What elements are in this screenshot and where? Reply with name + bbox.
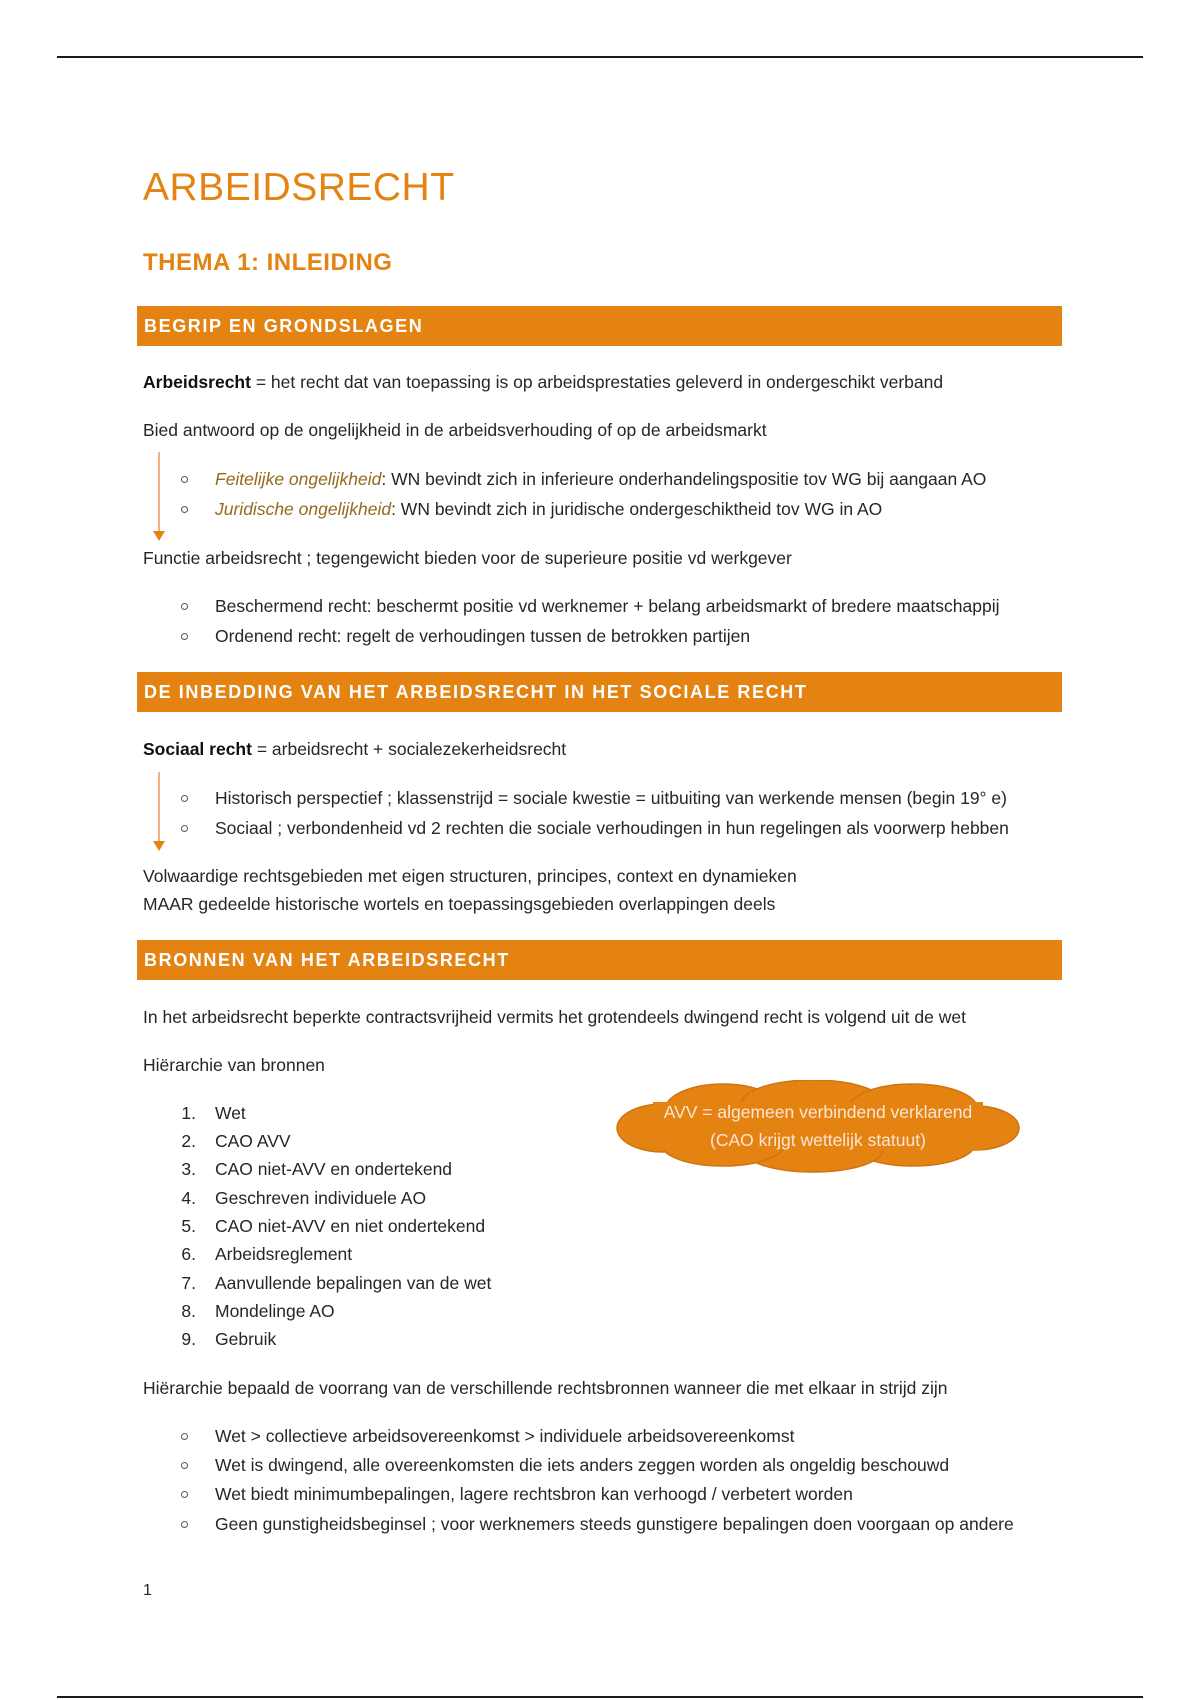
- bullet-icon: [181, 476, 188, 483]
- list-item-text: : WN bevindt zich in juridische ondergeschiktheid tov WG in AO: [391, 499, 883, 519]
- list-item: [215, 468, 986, 490]
- down-arrow-icon: [158, 772, 160, 848]
- arrowhead-icon: [153, 841, 165, 851]
- paragraph: Volwaardige rechtsgebieden met eigen structuren, principes, context en dynamieken: [143, 866, 797, 886]
- definition-text: = arbeidsrecht + socialezekerheidsrecht: [251, 739, 567, 759]
- bullet-icon: [181, 603, 188, 610]
- list-item: Wet biedt minimumbepalingen, lagere rechtsbron kan verhoogd / verbetert worden: [215, 1484, 853, 1504]
- list-item: Sociaal ; verbondenheid vd 2 rechten die sociale verhoudingen in hun regelingen als voorwerp hebben: [215, 818, 1009, 838]
- header-rule: [57, 56, 1143, 58]
- bullet-icon: [181, 1433, 188, 1440]
- bullet-icon: [181, 1462, 188, 1469]
- list-item: Wet > collectieve arbeidsovereenkomst > individuele arbeidsovereenkomst: [215, 1426, 795, 1446]
- paragraph: Functie arbeidsrecht ; tegengewicht bieden voor de superieure positie vd werkgever: [143, 548, 792, 568]
- list-item: Wet is dwingend, alle overeenkomsten die iets anders zeggen worden als ongeldig beschouwd: [215, 1455, 950, 1475]
- definition-term: Sociaal recht: [143, 739, 252, 759]
- section-heading-inbedding: DE INBEDDING VAN HET ARBEIDSRECHT IN HET SOCIALE RECHT: [137, 672, 1062, 712]
- callout-line-1: AVV = algemeen verbindend verklarend: [663, 1102, 973, 1122]
- hierarchy-item: CAO AVV: [215, 1131, 291, 1151]
- paragraph: Hiërarchie bepaald de voorrang van de verschillende rechtsbronnen wanneer die met elkaar in strijd zijn: [143, 1378, 948, 1398]
- list-number: 1.: [181, 1103, 196, 1123]
- list-item: Beschermend recht: beschermt positie vd werknemer + belang arbeidsmarkt of bredere maatschappij: [215, 596, 1000, 616]
- section-heading-bronnen: BRONNEN VAN HET ARBEIDSRECHT: [137, 940, 1062, 980]
- list-item: Historisch perspectief ; klassenstrijd = sociale kwestie = uitbuiting van werkende mensen (begin 19° e): [215, 788, 1007, 808]
- list-number: 3.: [181, 1159, 196, 1179]
- bullet-icon: [181, 506, 188, 513]
- footer-rule: [57, 1696, 1143, 1698]
- hierarchy-item: Gebruik: [215, 1329, 277, 1349]
- hierarchy-item: CAO niet-AVV en ondertekend: [215, 1159, 453, 1179]
- paragraph: In het arbeidsrecht beperkte contractsvrijheid vermits het grotendeels dwingend recht is volgend uit de wet: [143, 1007, 966, 1027]
- arrowhead-icon: [153, 531, 165, 541]
- hierarchy-item: Wet: [215, 1103, 246, 1123]
- bullet-icon: [181, 825, 188, 832]
- paragraph: Hiërarchie van bronnen: [143, 1055, 325, 1075]
- document-title: ARBEIDSRECHT: [143, 166, 455, 209]
- bullet-icon: [181, 1491, 188, 1498]
- bullet-icon: [181, 633, 188, 640]
- section-heading-begrip: BEGRIP EN GRONDSLAGEN: [137, 306, 1062, 346]
- bullet-icon: [181, 795, 188, 802]
- paragraph: Bied antwoord op de ongelijkheid in de arbeidsverhouding of op de arbeidsmarkt: [143, 420, 767, 440]
- list-number: 4.: [181, 1188, 196, 1208]
- hierarchy-item: Arbeidsreglement: [215, 1244, 353, 1264]
- hierarchy-item: CAO niet-AVV en niet ondertekend: [215, 1216, 486, 1236]
- list-number: 5.: [181, 1216, 196, 1236]
- list-item: Ordenend recht: regelt de verhoudingen tussen de betrokken partijen: [215, 626, 751, 646]
- bullet-icon: [181, 1521, 188, 1528]
- list-number: 6.: [181, 1244, 196, 1264]
- callout-line-2: (CAO krijgt wettelijk statuut): [710, 1130, 926, 1150]
- definition-arbeidsrecht: [143, 371, 943, 393]
- italic-term: Feitelijke ongelijkheid: [215, 469, 382, 489]
- definition-sociaal-recht: [143, 738, 566, 760]
- list-number: 9.: [181, 1329, 196, 1349]
- list-item: [215, 498, 882, 520]
- paragraph: MAAR gedeelde historische wortels en toepassingsgebieden overlappingen deels: [143, 894, 776, 914]
- down-arrow-icon: [158, 452, 160, 532]
- page-number: 1: [143, 1582, 152, 1599]
- list-item-text: : WN bevindt zich in inferieure onderhandelingspositie tov WG bij aangaan AO: [381, 469, 987, 489]
- hierarchy-item: Mondelinge AO: [215, 1301, 335, 1321]
- definition-text: = het recht dat van toepassing is op arbeidsprestaties geleverd in ondergeschikt verband: [250, 372, 944, 392]
- italic-term: Juridische ongelijkheid: [215, 499, 392, 519]
- list-item: Geen gunstigheidsbeginsel ; voor werknemers steeds gunstigere bepalingen doen voorgaan op andere: [215, 1514, 1014, 1534]
- list-number: 7.: [181, 1273, 196, 1293]
- hierarchy-item: Geschreven individuele AO: [215, 1188, 427, 1208]
- definition-term: Arbeidsrecht: [143, 372, 251, 392]
- list-number: 8.: [181, 1301, 196, 1321]
- hierarchy-item: Aanvullende bepalingen van de wet: [215, 1273, 492, 1293]
- theme-title: THEMA 1: INLEIDING: [143, 249, 393, 276]
- list-number: 2.: [181, 1131, 196, 1151]
